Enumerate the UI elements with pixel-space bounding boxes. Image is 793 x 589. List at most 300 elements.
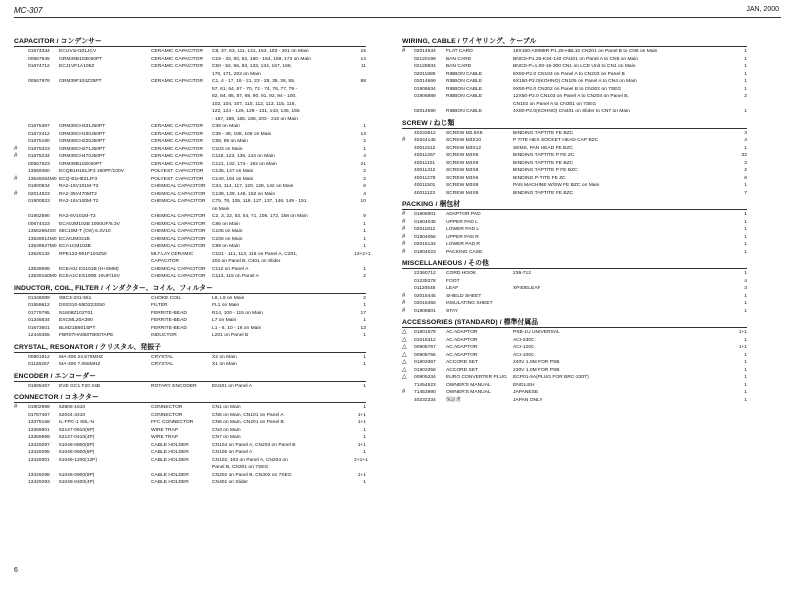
part-name: CABLE HOLDER [151, 450, 189, 455]
part-number: 01902590 [28, 214, 50, 219]
part-quantity: 13 [360, 131, 366, 137]
part-location: C121, 132, 174 - 192 on Main [212, 161, 277, 167]
part-row [402, 48, 747, 56]
part-description: ECEA1CKS100B 10UF/16V [59, 274, 120, 279]
part-name: MLT.LAY.CERAMIC CAPACITOR [151, 251, 194, 264]
part-name: CABLE HOLDER [151, 480, 189, 485]
part-row [402, 308, 747, 316]
part-number: 01018312 [414, 337, 436, 343]
part-location: L1 - 6, 10 - 16 on Main [212, 325, 262, 331]
part-row [14, 479, 366, 487]
part-location: X1 on Main [212, 362, 237, 367]
section-rule [14, 402, 366, 403]
part-quantity: 1 [363, 244, 366, 249]
part-number: 40011278 [414, 175, 436, 181]
part-number: 01905467 [28, 383, 50, 389]
part-name: CHEMICAL CAPACITOR [151, 244, 206, 249]
part-mark: △ [402, 366, 407, 373]
part-row [402, 300, 747, 308]
part-mark: △ [402, 359, 407, 365]
part-row [14, 131, 366, 139]
part-name: CHEMICAL CAPACITOR [151, 184, 206, 189]
section-header [402, 259, 747, 269]
part-mark: # [402, 307, 406, 314]
part-number: 02014923 [28, 191, 50, 197]
part-mark: △ [402, 329, 407, 335]
part-quantity: 1 [363, 427, 366, 433]
part-number: 01904045 [414, 219, 436, 225]
part-quantity: 1+1 [738, 330, 747, 335]
part-name: CERAMIC CAPACITOR [151, 56, 203, 62]
part-row [14, 123, 366, 131]
part-description: AC ADAPTOR [446, 352, 478, 358]
part-number: 13559360 [28, 169, 50, 174]
part-description: PACKING CASE [446, 249, 483, 255]
part-description: LOWER PAD L [446, 227, 480, 232]
part-number: 01779795 [28, 310, 50, 316]
section-title: ENCODER / エンコーダー [14, 372, 97, 380]
part-location: CN401 on Slider [212, 480, 248, 485]
part-quantity: 4 [744, 278, 747, 284]
part-row [14, 176, 366, 184]
part-quantity: 2 [363, 169, 366, 174]
part-quantity: 1 [744, 360, 747, 365]
part-quantity: 1 [744, 308, 747, 314]
part-row [14, 427, 366, 435]
section-header [14, 372, 366, 382]
part-location: C106 on Main [212, 236, 243, 242]
part-description: RIBBON CABLE [446, 79, 483, 84]
part-number: 00674423 [28, 221, 50, 227]
part-row [14, 332, 366, 340]
part-location: ACI-120C [513, 345, 535, 350]
section-rule [14, 46, 366, 47]
part-description: DSS310-55D223S50 [59, 303, 105, 308]
part-location: C58, 59 on Main [212, 139, 248, 144]
part-name: CHEMICAL CAPACITOR [151, 266, 206, 272]
part-number: 00567978 [28, 79, 50, 84]
part-location: CN6 on Main, CN201 on Panel B [212, 420, 284, 425]
part-number: 01672412 [28, 131, 50, 137]
part-location: PAN MACHINE W/SW FE BZC on Main [513, 183, 600, 188]
part-description: 51048-0400(4P) [59, 480, 95, 485]
part-row [14, 472, 366, 480]
part-location: 236-712 [513, 271, 531, 276]
part-name: CONNECTOR [151, 412, 183, 418]
part-location: BNCD-P1.25-K34-140 CN101 on Panel A to CN5 on Main [513, 56, 639, 62]
part-location: L7 on Main [212, 318, 237, 323]
part-row [14, 383, 366, 391]
part-location: 8X50-P2.0 CN104 on Panel A to CN203 on Panel B [513, 71, 625, 77]
part-number: 01906634 [414, 86, 436, 92]
part-location: 9X50-P2.0 CN202 on Panel B to CN302 on 7SEG [513, 86, 622, 92]
part-mark: # [14, 153, 18, 159]
part-row [402, 137, 747, 145]
part-name: CABLE HOLDER [151, 457, 189, 463]
part-number: 00905767 [414, 345, 436, 350]
part-name: CHEMICAL CAPACITOR [151, 236, 206, 242]
part-location: C50 - 52, 56, 83, 133, 134, 167, 168, 170, 171, 202 on Main [212, 64, 292, 77]
part-description: EXCML20A390 [59, 318, 93, 323]
part-number: 13429297 [28, 442, 50, 448]
part-row [402, 71, 747, 79]
part-quantity: 1 [363, 146, 366, 152]
part-mark: # [402, 137, 406, 143]
part-location: P TITE HEX SOCKET HEAD CAP BZC [513, 138, 599, 143]
part-description: RPE132-901F104Z50 [59, 251, 107, 257]
part-number: 13429295 [28, 450, 50, 455]
section-rule [14, 352, 366, 353]
left-parts-column [14, 34, 371, 487]
part-row [14, 404, 366, 412]
part-number: 01674712 [28, 64, 50, 69]
part-location: C34, 114, 117, 120, 128, 142 on Main [212, 184, 294, 189]
part-quantity: 4 [744, 138, 747, 143]
part-description: SCREW M3X12 [446, 145, 482, 151]
part-description: STAY [446, 308, 459, 314]
part-number: 01235378 [414, 278, 436, 284]
part-row [402, 152, 747, 160]
part-number: 01675367 [28, 124, 50, 129]
part-description: 65C10M-T (OS) 6.3V10 [59, 229, 111, 234]
part-quantity: 9 [363, 214, 366, 219]
part-location: ENGLISH [513, 382, 535, 388]
section-rule [402, 46, 747, 47]
part-name: FERRITE-BEAD [151, 318, 187, 323]
part-mark: # [14, 190, 18, 197]
part-description: SHIELD SHEET [446, 293, 482, 299]
part-quantity: 1 [363, 124, 366, 129]
part-row [14, 146, 366, 154]
part-quantity: 1 [744, 212, 747, 217]
part-quantity: 1 [363, 435, 366, 440]
part-description: EURO CONVERTER PLUG [446, 375, 507, 380]
part-location: L201 on Panel B [212, 333, 249, 338]
part-description: ECA1CM102B [59, 244, 91, 249]
part-quantity: 1 [363, 221, 366, 227]
part-name: CERAMIC CAPACITOR [151, 139, 203, 144]
part-row [14, 310, 366, 318]
part-number: 02015445 [414, 293, 436, 299]
part-description: ECQB1H181JF3 180PF/100V [59, 169, 124, 174]
part-row [14, 221, 366, 229]
part-quantity: 3 [744, 286, 747, 291]
part-name: CHEMICAL CAPACITOR [151, 191, 206, 197]
part-quantity: 6 [363, 184, 366, 189]
part-number: 13539514M0 [28, 236, 57, 242]
part-location: BINDING P-TITE FE ZC [513, 175, 566, 181]
part-description: RIBBON CABLE [446, 71, 483, 77]
part-number: 01906901 [414, 212, 436, 217]
part-description: ACCORD SET [446, 360, 479, 365]
part-location: CN202 on Panel B, CN302 on 7SEG [212, 472, 292, 478]
part-description: RIBBON CABLE [446, 94, 483, 99]
part-description: SCREW M3X6 [446, 175, 479, 181]
part-name: FFC CONNECTOR [151, 420, 194, 425]
part-description: SBC3-331-551 [59, 295, 92, 301]
part-name: CERAMIC CAPACITOR [151, 79, 203, 84]
section-title: SCREW / ねじ類 [402, 119, 455, 127]
part-location: EN101 on Panel A [212, 383, 252, 389]
part-location: XP40ELEAF [513, 286, 541, 291]
part-description: 51048-0600(6P) [59, 450, 95, 455]
part-description: INSULATING SHEET [446, 301, 493, 306]
part-description: 52147-0410(4P) [59, 435, 95, 440]
part-name: CHEMICAL CAPACITOR [151, 274, 206, 279]
part-number: 13369599 [28, 435, 50, 440]
part-description: 保証書 [446, 397, 461, 403]
part-location: CN105 on Panel A [212, 450, 253, 455]
part-row [14, 48, 366, 56]
part-mark: # [402, 233, 406, 240]
part-location: ACI-230C [513, 337, 535, 343]
part-number: 40011101 [414, 160, 436, 166]
part-location: CN104 on Panel A, CN203 on Panel B [212, 442, 296, 448]
part-quantity: 1 [744, 183, 747, 188]
part-number: 12449355 [28, 333, 50, 338]
section-rule [402, 327, 747, 328]
part-quantity: 2 [363, 176, 366, 182]
part-quantity: 1 [744, 352, 747, 358]
section-title: MISCELLANEOUS / その他 [402, 260, 489, 267]
part-name: CERAMIC CAPACITOR [151, 146, 203, 152]
part-quantity: 1 [363, 229, 366, 234]
part-row [402, 278, 747, 286]
part-mark: # [402, 300, 406, 306]
part-mark: # [14, 145, 18, 152]
part-row [402, 359, 747, 367]
part-quantity: 2 [744, 94, 747, 99]
part-description: 51048-0800(8P) [59, 442, 95, 448]
part-quantity: 1 [744, 64, 747, 69]
part-row [402, 190, 747, 198]
part-quantity: 1 [363, 405, 366, 410]
section-title: CAPACITOR / コンデンサー [14, 38, 102, 45]
part-number: 02011812 [414, 227, 436, 232]
part-quantity: 1 [363, 236, 366, 242]
part-row [14, 56, 366, 64]
part-row [14, 266, 366, 274]
part-quantity: 1 [744, 56, 747, 62]
part-number: 40011123 [414, 190, 436, 196]
part-description: SCREW M3X8 [446, 168, 479, 173]
part-row [402, 374, 747, 382]
part-row [14, 457, 366, 472]
part-number: 40011501 [414, 183, 436, 188]
part-quantity: 14 [360, 56, 366, 62]
part-row [402, 344, 747, 352]
part-quantity: 1 [744, 367, 747, 373]
part-row [402, 108, 747, 116]
part-description: BLM21B601SPT [59, 325, 96, 331]
part-location: C38 on Main [212, 124, 240, 129]
part-number: 01673601 [28, 325, 50, 331]
part-mark: # [402, 248, 406, 255]
part-number: 02016134 [414, 242, 436, 247]
part-description: RA2-16V100M-T2 [59, 199, 99, 204]
part-location: CN102, 103 on Panel A, CN204 on Panel B, CN301 on 7SEG [212, 457, 288, 470]
part-row [402, 93, 747, 108]
part-location: C39 - 49, 108, 109 on Main [212, 131, 272, 137]
part-row [402, 329, 747, 337]
part-name: CHEMICAL CAPACITOR [151, 221, 206, 227]
part-row [402, 78, 747, 86]
part-description: FBR07HA850TB00TAPE [59, 333, 114, 338]
part-row [14, 236, 366, 244]
section-title: PACKING / 梱包材 [402, 201, 461, 208]
part-number: 01903356 [414, 367, 436, 373]
part-mark: # [402, 241, 406, 247]
part-name: CERAMIC CAPACITOR [151, 161, 203, 167]
part-mark: △ [402, 344, 407, 350]
part-row [14, 325, 366, 333]
part-location: JAPAN ONLY [513, 397, 543, 403]
part-row [14, 138, 366, 146]
part-location: 230V 1.0M FOR PSB [513, 367, 560, 373]
part-number: 01904056 [414, 234, 436, 240]
part-location: 18X150-A0088R-P1.25-HBL10 CN201 on Panel B to CN6 on Main [513, 49, 658, 54]
part-quantity: 1 [744, 271, 747, 276]
part-description: MA-406 7.056MHZ [59, 362, 101, 367]
part-location: L8, L9 on Main [212, 295, 245, 301]
part-quantity: 1 [363, 318, 366, 323]
part-row [402, 56, 747, 64]
part-name: POLYEST. CAPACITOR [151, 169, 204, 174]
part-number: 00901912 [28, 354, 50, 360]
part-name: CERAMIC CAPACITOR [151, 131, 203, 137]
part-quantity: 15 [360, 49, 366, 54]
part-location: 4X80-P2.0(KOHNO) CN401 on Slider to CN7 on Main [513, 109, 630, 114]
part-number: 13549254M0 [28, 176, 57, 182]
part-quantity: 1 [744, 337, 747, 343]
part-quantity: 1 [744, 249, 747, 255]
part-location: C89 on Main [212, 244, 240, 249]
part-description: ACCORD SET [446, 367, 479, 373]
part-description: 51048-0900(9P) [59, 472, 95, 478]
part-number: 01346089 [28, 295, 50, 301]
section-rule [402, 209, 747, 210]
section-header [14, 343, 366, 353]
part-number: 02120199 [414, 56, 436, 62]
part-row [14, 449, 366, 457]
section-header [402, 37, 747, 47]
part-quantity: 1+1 [357, 412, 366, 418]
part-quantity: 1 [744, 242, 747, 247]
part-location: C112 on Panel A [212, 266, 249, 272]
part-row [402, 130, 747, 138]
part-row [14, 153, 366, 161]
part-quantity: 2 [363, 139, 366, 144]
part-quantity: 1 [744, 109, 747, 114]
part-number: 13429298 [28, 472, 50, 478]
part-quantity: 1 [744, 390, 747, 395]
header-divider [14, 17, 781, 18]
part-row [14, 302, 366, 310]
part-description: GRM39CH271J50PT [59, 146, 106, 152]
section-title: INDUCTOR, COIL, FILTER / インダクター、コイル、フィルター [14, 284, 214, 292]
part-quantity: 4 [363, 191, 366, 197]
part-description: ECEA0J KS101B (H+5MM) [59, 266, 119, 272]
part-number: 01675190 [28, 139, 50, 144]
part-quantity: 1+1 [357, 420, 366, 425]
part-location: X2 on Main [212, 354, 237, 360]
part-number: 01906889 [414, 94, 436, 99]
section-title: CRYSTAL, RESONATOR / クリスタル、発振子 [14, 343, 162, 351]
part-number: 71454923 [414, 382, 436, 388]
part-row [402, 145, 747, 153]
part-number: 13562964S0 [28, 229, 56, 234]
part-description: BAN CARD [446, 56, 472, 62]
part-description: FOOT [446, 278, 460, 284]
part-description: RA2-6V101M-T2 [59, 214, 96, 219]
part-description: GRM39CH331J50PT [59, 124, 106, 129]
part-description: GRM39CH150J50PT [59, 131, 106, 137]
part-quantity: 2+1+1 [354, 457, 368, 463]
part-description: GRM39CH220J50PT [59, 139, 106, 144]
part-number: 13539527M0 [28, 244, 57, 249]
part-row [14, 198, 366, 213]
part-row [402, 63, 747, 71]
part-location: R14, 100 - 115 on Main [212, 310, 263, 316]
part-quantity: 2 [363, 274, 366, 279]
part-row [402, 270, 747, 278]
part-description: 52806-1610 [59, 405, 86, 410]
part-number: 13429293 [28, 480, 50, 485]
part-description: ADAPTOR PAD [446, 212, 481, 217]
part-location: C86 on Main [212, 221, 240, 227]
part-description: SCREW M4X8 [446, 190, 479, 196]
part-description: FLAT CARD [446, 49, 473, 54]
part-location: BINDING TAPTITE P FE ZC [513, 153, 575, 158]
part-row [402, 234, 747, 242]
part-name: CHEMICAL CAPACITOR [151, 229, 206, 234]
part-row [14, 442, 366, 450]
part-quantity: 2 [744, 168, 747, 173]
right-parts-column [402, 34, 747, 404]
part-description: SCREW M3X6 [446, 153, 479, 158]
part-description: BAN CARD [446, 64, 472, 69]
part-name: WIRE TRAP [151, 435, 179, 440]
part-location: C1, 4 - 17, 19 - 21, 23 - 28, 35, 36, 55, 57, 61, 64, 67 - 70, 72 - 74, 76, 77, 79 - 82, 84, 85, 87, 88, 90, 91, 92, 94 - 100, 102, 104, 107, 110, 112, 113, 115, 116, 122, 124 - 126, 129 - 131, 143, 145, 155 - 157, 159, 165, 166, 203 - 210 on Main [212, 79, 300, 122]
part-number: 02014666 [414, 79, 436, 84]
part-number: 40011312 [414, 168, 436, 173]
part-location: BINDING TAPTITE FE BZC [513, 160, 574, 166]
part-number: 40344145 [414, 138, 436, 143]
part-row [14, 161, 366, 169]
part-row [14, 434, 366, 442]
part-location: C19 - 33, 60, 62, 160 - 164, 169, 173 on Main [212, 56, 311, 62]
part-location: C105 on Main [212, 229, 243, 234]
part-row [14, 228, 366, 236]
part-row [14, 273, 366, 281]
section-header [14, 393, 366, 403]
part-row [402, 352, 747, 360]
part-row [14, 419, 366, 427]
part-number: 01674334 [28, 49, 50, 54]
part-location: C75, 78, 105, 119, 127, 137, 146, 149 - 151 on Main [212, 199, 307, 212]
part-name: CERAMIC CAPACITOR [151, 124, 203, 129]
part-location: SEMS, PAN HEAD FE BZC [513, 145, 573, 151]
part-quantity: 1 [744, 219, 747, 225]
part-location: 12X50-P2.0 CN103 on Panel A to CN204 on Panel B, CN102 on Panel A to CN301 on 7SEG [513, 94, 629, 107]
part-description: GRM39CH470J50PT [59, 154, 106, 159]
part-row [402, 226, 747, 234]
part-number: 02014634 [414, 49, 436, 54]
part-location: C2, 3, 22, 53, 54, 71, 106, 172, 158 on Main [212, 214, 308, 219]
part-description: GRM39F104Z25PT [59, 79, 102, 84]
part-quantity: 1+1 [357, 472, 366, 478]
part-description: ECJ1VF1A105Z [59, 64, 95, 69]
